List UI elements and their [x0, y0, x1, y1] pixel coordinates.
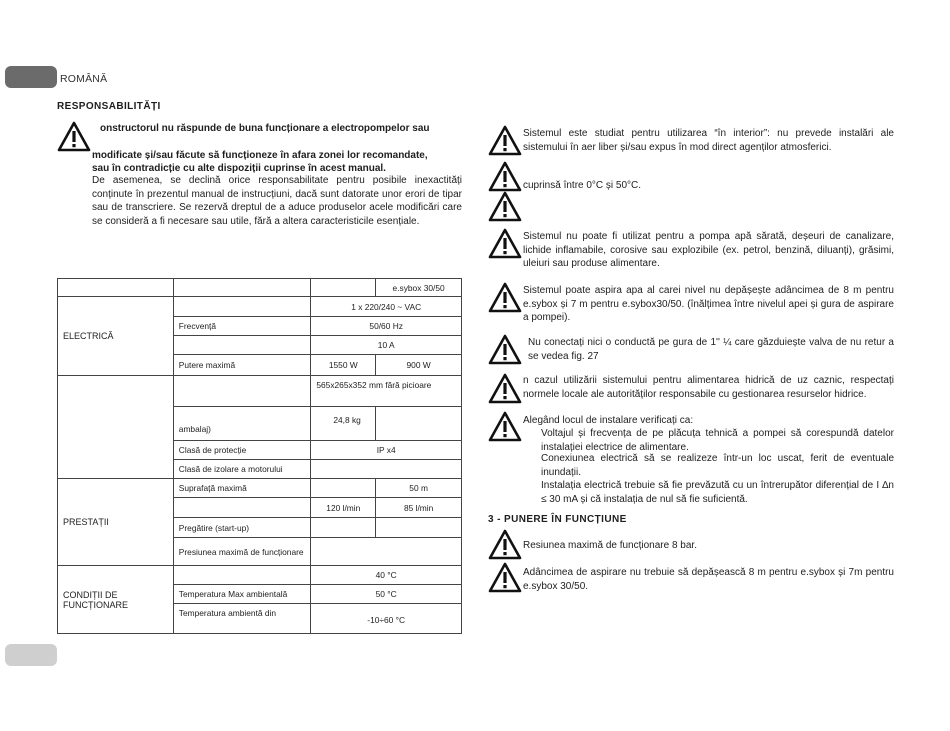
warning-icon [488, 411, 522, 442]
warning-icon [488, 562, 522, 593]
warning-icon [488, 334, 522, 365]
warning-icon [488, 282, 522, 313]
flow-value-a: 120 l/min [311, 498, 376, 518]
warning-icon [488, 228, 522, 259]
install-check-item-1: Voltajul și frecvența de pe plăcuța tehnică a pompei să corespundă datelor instalației electrice de alimentare. [541, 428, 894, 453]
page-tab-bottom [5, 644, 57, 666]
group-prestatii: PRESTAȚII [58, 479, 174, 566]
warning-text-temperature: cuprinsă între 0°C și 50°C. [523, 180, 642, 191]
group-conditii-line1: CONDIȚII DE [63, 589, 118, 600]
install-check-title: Alegând locul de instalare verificați ca: [523, 415, 694, 426]
dimensions-value: 565x265x352 mm fără picioare [311, 376, 462, 407]
power-value-b: 900 W [376, 355, 462, 376]
warning-text-suction: Sistemul poate aspira apa al carei nivel nu depășește adâncimea de 8 m pentru e.sybox și 7 m pentru e.sybox30/50. (înălțimea între nivelul apei și gura de aspirare a pompei). [523, 285, 894, 324]
warning-line-3: sau în contradicție cu alte dispoziții cuprinse în acest manual. [92, 163, 386, 174]
warning-icon [488, 191, 522, 222]
protection-label: Clasă de protecție [173, 441, 311, 460]
temp2-label: Temperatura Max ambientală [173, 585, 311, 604]
flow-value-b: 85 l/min [376, 498, 462, 518]
surface-label: Suprafață maximă [173, 479, 311, 498]
warning-text-depth: Adâncimea de aspirare nu trebuie să depășească 8 m pentru e.sybox și 7m pentru e.sybox 30/50. [523, 567, 894, 592]
voltage-value: 1 x 220/240 ~ VAC [311, 297, 462, 317]
warning-text-domestic: n cazul utilizării sistemului pentru alimentarea hidrică de uz caznic, respectați normele locale ale autorităților responsabile cu gestionarea resurselor hidrice. [523, 375, 894, 400]
pressure-label: Presiunea maximă de funcționare [173, 538, 311, 566]
temp1-value: 40 °C [311, 566, 462, 585]
warning-icon [488, 125, 522, 156]
group-conditii [58, 566, 174, 634]
group-electrica: ELECTRICĂ [58, 297, 174, 376]
disclaimer-paragraph: De asemenea, se declină orice responsabilitate pentru posibile inexactități conținute în prezentul manual de instrucțiuni, dacă sunt datorate unor erori de tipar sau de transcriere. Se rezervă dreptul de a aduce produselor acele modificări care se consideră a fi necesare sau utile, fără a altera caracteristicile esențiale. [92, 175, 462, 227]
warning-line-2: modificate și/sau făcute să funcționeze în afara zonei lor recomandate, [92, 150, 428, 161]
frequency-label: Frecvență [173, 317, 311, 336]
temp3-value: -10÷60 °C [311, 604, 462, 634]
page-tab-top [5, 66, 57, 88]
warning-icon [488, 529, 522, 560]
section-title-commissioning: 3 - PUNERE ÎN FUNCȚIUNE [488, 514, 627, 525]
warning-text-fluids: Sistemul nu poate fi utilizat pentru a pompa apă sărată, deșeuri de canalizare, lichide inflamabile, corosive sau explozibile (ex. petrol, benzină, diluanți), grăsimi, uleiuri sau produse alimentare. [523, 231, 894, 270]
specifications-table [57, 278, 462, 634]
protection-value: IP x4 [311, 441, 462, 460]
section-title-responsibilities: RESPONSABILITĂȚI [57, 101, 161, 112]
language-label: ROMÂNĂ [60, 73, 108, 85]
temp2-value: 50 °C [311, 585, 462, 604]
warning-text-indoor: Sistemul este studiat pentru utilizarea “în interior”: nu prevede instalări ale sistemului în aer liber și/sau expus în mod direct agenților atmosferici. [523, 128, 894, 153]
power-value-a: 1550 W [311, 355, 376, 376]
weight-value: 24,8 kg [311, 407, 376, 441]
warning-text-valve: Nu conectați nici o conductă pe gura de 1'' ¼ care găzduiește valva de nu retur a se vedea fig. 27 [528, 337, 894, 362]
priming-label: Pregătire (start-up) [173, 518, 311, 538]
warning-icon [488, 373, 522, 404]
current-value: 10 A [311, 336, 462, 355]
frequency-value: 50/60 Hz [311, 317, 462, 336]
warning-icon [57, 121, 91, 152]
warning-text-pressure: Resiunea maximă de funcționare 8 bar. [523, 540, 697, 551]
weight-label: ambalaj) [173, 407, 311, 441]
insulation-label: Clasă de izolare a motorului [173, 460, 311, 479]
install-check-item-2: Conexiunea electrică să se realizeze într-un loc uscat, ferit de eventuale inundații. [541, 453, 894, 478]
warning-icon [488, 161, 522, 192]
temp3-label: Temperatura ambientă din [173, 604, 311, 634]
surface-value: 50 m [376, 479, 462, 498]
group-conditii-line2: FUNCȚIONARE [63, 599, 128, 610]
model-header: e.sybox 30/50 [376, 279, 462, 297]
install-check-item-3: Instalația electrică trebuie să fie prevăzută cu un întrerupător diferențial de I ∆n ≤ 30 mA și că instalația de nul să fie suficientă. [541, 480, 894, 505]
warning-line-1: onstructorul nu răspunde de buna funcționare a electropompelor sau [100, 123, 430, 134]
power-label: Putere maximă [173, 355, 311, 376]
